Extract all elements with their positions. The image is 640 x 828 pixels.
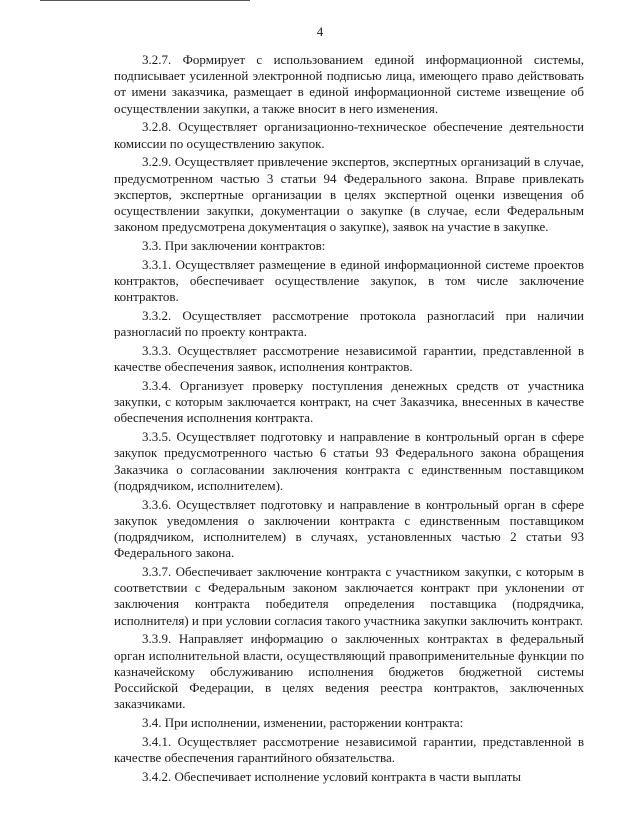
paragraph-3-4: 3.4. При исполнении, изменении, расторжении контракта:: [142, 715, 464, 731]
paragraph-3-2-9: 3.2.9. Осуществляет привлечение экспертов, экспертных организаций в случае, предусмотренном частью 3 статьи 94 Федерального закона. Вправе привлекать экспертов, экспертные организации в целях экспертной оценки извещения об осуществлении закупки, документации о закупке (в случае, если Федеральным законом предусмотрена документация о закупке), заявок на участие в закупке.: [114, 154, 584, 235]
top-rule: [40, 0, 250, 1]
document-body: [114, 52, 584, 788]
paragraph-3-3-4: 3.3.4. Организует проверку поступления денежных средств от участника закупки, с которым заключается контракт, на счет Заказчика, внесенных в качестве обеспечения исполнения контракта.: [114, 378, 584, 426]
paragraph-3-3-6: 3.3.6. Осуществляет подготовку и направление в контрольный орган в сфере закупок уведомления о заключении контракта с единственным поставщиком (подрядчиком, исполнителем) в случаях, установленных частью 2 статьи 93 Федерального закона.: [114, 496, 584, 561]
paragraph-3-3: 3.3. При заключении контрактов:: [142, 238, 326, 254]
paragraph-3-3-5: 3.3.5. Осуществляет подготовку и направление в контрольный орган в сфере закупок предусмотренного частью 6 статьи 93 Федерального закона обращения Заказчика о согласовании заключения контракта с единственным поставщиком (подрядчиком, исполнителем).: [114, 429, 584, 493]
paragraph-3-4-1: 3.4.1. Осуществляет рассмотрение независимой гарантии, представленной в качестве обеспечения гарантийного обязательства.: [114, 733, 584, 766]
paragraph-3-2-7: 3.2.7. Формирует с использованием единой информационной системы, подписывает усиленной электронной подписью лица, имеющего право действовать от имени заказчика, размещает в единой информационной системе извещение об осуществлении закупки, а также вносит в него изменения.: [114, 52, 584, 116]
paragraph-3-4-2: 3.4.2. Обеспечивает исполнение условий контракта в части выплаты: [142, 768, 521, 784]
paragraph-3-3-2: 3.3.2. Осуществляет рассмотрение протокола разногласий при наличии разногласий по проекту контракта.: [114, 308, 584, 340]
page-number: 4: [316, 24, 324, 39]
paragraph-3-3-7: 3.3.7. Обеспечивает заключение контракта с участником закупки, с которым в соответствии с Федеральным законом заключается контракт при уклонении от заключения контракта победителя определения поставщика (подрядчика, исполнителя) и при условии согласия такого участника закупки заключить контракт.: [114, 564, 584, 628]
paragraph-3-3-9: 3.3.9. Направляет информацию о заключенных контрактах в федеральный орган исполнительной власти, осуществляющий правоприменительные функции по казначейскому обслуживанию исполнения бюджетов бюджетной системы Российской Федерации, в целях ведения реестра контрактов, заключенных заказчиками.: [114, 631, 584, 712]
paragraph-3-3-3: 3.3.3. Осуществляет рассмотрение независимой гарантии, представленной в качестве обеспечения заявок, исполнения контрактов.: [114, 343, 584, 375]
paragraph-3-3-1: 3.3.1. Осуществляет размещение в единой информационной системе проектов контрактов, обеспечивает осуществление закупок, в том числе заключение контрактов.: [114, 256, 584, 305]
paragraph-3-2-8: 3.2.8. Осуществляет организационно-техническое обеспечение деятельности комиссии по осуществлению закупок.: [114, 119, 584, 151]
